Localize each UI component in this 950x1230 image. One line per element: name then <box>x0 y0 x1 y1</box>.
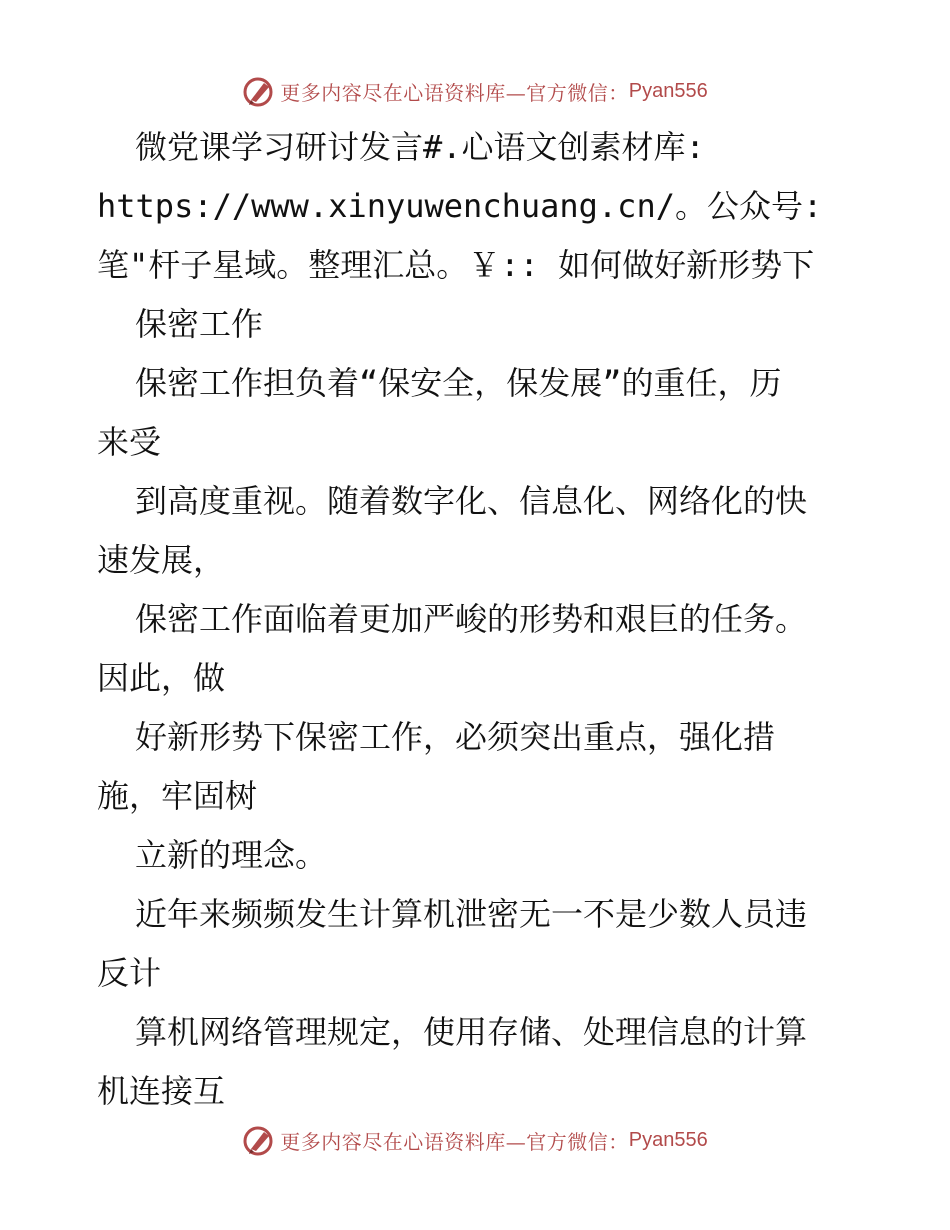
text-line: 保密工作面临着更加严峻的形势和艰巨的任务。 <box>135 600 808 638</box>
footer-banner <box>0 1120 950 1160</box>
pen-logo-icon <box>242 74 276 108</box>
text-line: 反计 <box>97 954 162 992</box>
footer-banner-text: 更多内容尽在心语资料库—官方微信： <box>280 1129 629 1154</box>
text-line: 因此，做 <box>97 659 226 697</box>
text-line: 施，牢固树 <box>97 777 258 815</box>
text-line: 保密工作担负着“保安全，保发展”的重任，历 <box>135 364 782 402</box>
text-line: 保密工作 <box>135 305 264 343</box>
header-banner-text: 更多内容尽在心语资料库—官方微信： <box>280 80 629 105</box>
text-line: https://www.xinyuwenchuang.cn/。公众号: <box>97 187 823 225</box>
text-line: 速发展， <box>97 541 226 579</box>
text-line: 好新形势下保密工作，必须突出重点，强化措 <box>135 718 776 756</box>
text-line: 来受 <box>97 423 162 461</box>
pen-logo-icon <box>242 1123 276 1157</box>
text-line: 机连接互 <box>97 1072 226 1110</box>
text-line: 算机网络管理规定，使用存储、处理信息的计算 <box>135 1013 808 1051</box>
header-banner <box>0 71 950 111</box>
text-line: 笔"杆子星域。整理汇总。￥:: 如何做好新形势下 <box>97 246 815 284</box>
text-line: 近年来频频发生计算机泄密无一不是少数人员违 <box>135 895 808 933</box>
text-line: 立新的理念。 <box>135 836 328 874</box>
text-line: 到高度重视。随着数字化、信息化、网络化的快 <box>135 482 808 520</box>
header-banner-wechat: Pyan556 <box>628 79 708 102</box>
body-text <box>97 118 867 1121</box>
text-line: 微党课学习研讨发言#.心语文创素材库: <box>135 128 705 166</box>
footer-banner-wechat: Pyan556 <box>628 1128 708 1151</box>
